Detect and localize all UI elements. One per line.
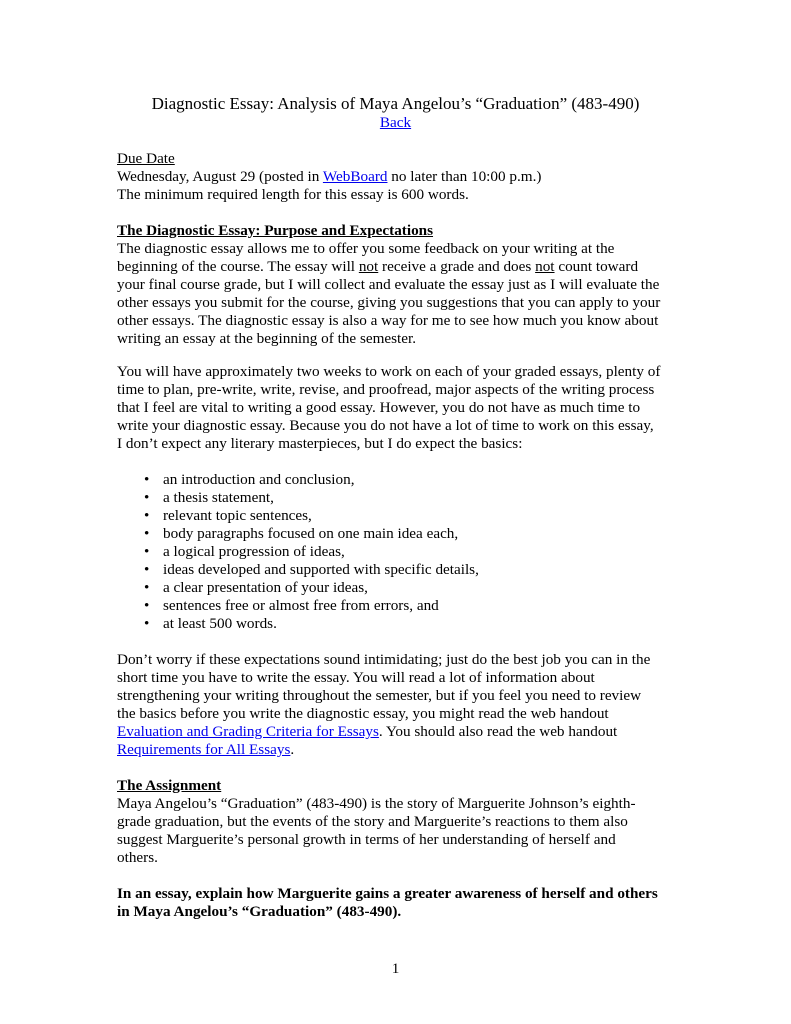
assignment-section <box>117 777 697 867</box>
due-date-line <box>117 168 697 186</box>
due-date-text: Wednesday, August 29 (posted in <box>117 168 323 185</box>
text-segment: count toward <box>554 258 639 275</box>
list-item <box>117 543 697 561</box>
list-item <box>117 597 697 615</box>
text-segment: beginning of the course. The essay will <box>117 258 359 275</box>
bullet-icon: • <box>144 561 150 578</box>
paragraph-line: I don’t expect any literary masterpieces, but I do expect the basics: <box>117 435 523 452</box>
text-segment: receive a grade and does <box>378 258 536 275</box>
paragraph-line: writing an essay at the beginning of the semester. <box>117 330 417 347</box>
paragraph-line: other essays you submit for the course, giving you suggestions that you can apply to your <box>117 294 661 311</box>
paragraph-line: suggest Marguerite’s personal growth in terms of her understanding of herself and <box>117 831 616 848</box>
paragraph-line: write your diagnostic essay. Because you do not have a lot of time to work on this essay, <box>117 417 654 434</box>
paragraph-line: others. <box>117 849 158 866</box>
paragraph-line: grade graduation, but the events of the story and Marguerite’s reactions to them also <box>117 813 628 830</box>
back-link-container <box>0 114 791 132</box>
paragraph-line: The diagnostic essay allows me to offer you some feedback on your writing at the <box>117 240 615 257</box>
webboard-link[interactable]: WebBoard <box>322 168 388 185</box>
document-title: Diagnostic Essay: Analysis of Maya Angelou’s “Graduation” (483-490) <box>151 94 640 113</box>
expectations-paragraph <box>117 363 697 453</box>
paragraph-line: your final course grade, but I will collect and evaluate the essay just as I will evaluate the <box>117 276 660 293</box>
page-number: 1 <box>391 960 400 977</box>
paragraph-line: strengthening your writing throughout the semester, but if you feel you need to review <box>117 687 642 704</box>
bullet-icon: • <box>144 615 150 632</box>
text-segment: . You should also read the web handout <box>378 723 618 740</box>
list-item <box>117 615 697 633</box>
bullet-icon: • <box>144 489 150 506</box>
list-item-text: relevant topic sentences, <box>163 507 312 524</box>
list-item-text: a clear presentation of your ideas, <box>163 579 368 596</box>
due-date-text-after: no later than 10:00 p.m.) <box>387 168 542 185</box>
paragraph-line: Maya Angelou’s “Graduation” (483-490) is the story of Marguerite Johnson’s eighth- <box>117 795 636 812</box>
list-item <box>117 561 697 579</box>
bullet-icon: • <box>144 507 150 524</box>
paragraph-line <box>117 741 697 759</box>
paragraph-line: Don’t worry if these expectations sound intimidating; just do the best job you can in the <box>117 651 651 668</box>
list-item <box>117 507 697 525</box>
due-date-section <box>117 150 697 204</box>
list-item-text: sentences free or almost free from errors, and <box>163 597 439 614</box>
prompt-line: in Maya Angelou’s “Graduation” (483-490). <box>117 903 402 920</box>
bullet-icon: • <box>144 543 150 560</box>
list-item-text: an introduction and conclusion, <box>163 471 355 488</box>
paragraph-line: time to plan, pre-write, write, revise, and proofread, major aspects of the writing process <box>117 381 655 398</box>
list-item <box>117 579 697 597</box>
expectations-list <box>117 471 697 633</box>
purpose-section <box>117 222 697 348</box>
text-segment: . <box>290 741 295 758</box>
prompt-line: In an essay, explain how Marguerite gains a greater awareness of herself and others <box>117 885 658 902</box>
paragraph-line <box>117 258 697 276</box>
back-link[interactable]: Back <box>379 114 412 131</box>
bullet-icon: • <box>144 471 150 488</box>
advice-paragraph <box>117 651 697 759</box>
emphasis-not: not <box>358 258 379 275</box>
bullet-icon: • <box>144 525 150 542</box>
bullet-icon: • <box>144 597 150 614</box>
paragraph-line: You will have approximately two weeks to work on each of your graded essays, plenty of <box>117 363 661 380</box>
list-item <box>117 525 697 543</box>
list-item-text: body paragraphs focused on one main idea each, <box>163 525 459 542</box>
purpose-heading: The Diagnostic Essay: Purpose and Expectations <box>117 222 434 239</box>
emphasis-not: not <box>535 258 555 275</box>
paragraph-line: other essays. The diagnostic essay is also a way for me to see how much you know about <box>117 312 659 329</box>
list-item <box>117 471 697 489</box>
bullet-icon: • <box>144 579 150 596</box>
list-item-text: a thesis statement, <box>163 489 274 506</box>
list-item <box>117 489 697 507</box>
due-date-heading: Due Date <box>117 150 175 167</box>
assignment-prompt <box>117 885 697 921</box>
paragraph-line: that I feel are vital to writing a good essay. However, you do not have as much time to <box>117 399 641 416</box>
list-item-text: at least 500 words. <box>163 615 277 632</box>
paragraph-line: short time you have to write the essay. You will read a lot of information about <box>117 669 595 686</box>
evaluation-criteria-link[interactable]: Evaluation and Grading Criteria for Essays <box>117 723 379 740</box>
list-item-text: ideas developed and supported with specific details, <box>163 561 479 578</box>
list-item-text: a logical progression of ideas, <box>163 543 345 560</box>
length-requirement: The minimum required length for this essay is 600 words. <box>117 186 469 203</box>
paragraph-line: the basics before you write the diagnostic essay, you might read the web handout <box>117 705 609 722</box>
expectations-list-container <box>117 471 697 633</box>
paragraph-line <box>117 723 697 741</box>
requirements-link[interactable]: Requirements for All Essays <box>117 741 291 758</box>
assignment-heading: The Assignment <box>117 777 222 794</box>
